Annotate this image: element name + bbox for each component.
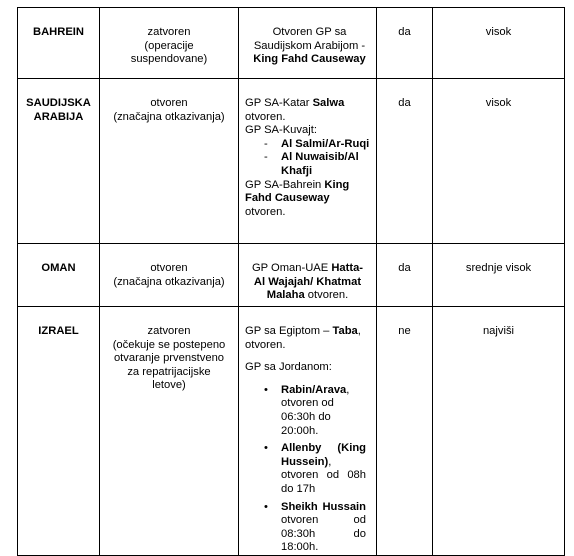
table-row: [18, 307, 565, 556]
status-cell: [100, 244, 239, 307]
list-item: • Allenby (King Hussein), otvoren od 08h do 17h: [264, 442, 366, 495]
crossings-cell: [239, 79, 377, 244]
risk-value: visok: [485, 26, 512, 38]
crossings-cell: [239, 8, 377, 79]
country-cell: [18, 8, 100, 79]
table-row: [18, 8, 565, 79]
crossing-line: [245, 179, 370, 206]
crossing-name: Taba: [332, 325, 358, 337]
crossing-desc: Otvoren GP sa Saudijskom Arabijom -: [253, 26, 366, 52]
crossing-line: [245, 325, 370, 339]
status-line: (značajna otkazivanja): [113, 275, 225, 288]
country-name-line: ARABIJA: [33, 110, 84, 123]
crossing-line: otvoren.: [245, 338, 286, 351]
crossing-text: [239, 325, 376, 555]
country-name: OMAN: [41, 262, 76, 274]
country-name: BAHREIN: [33, 26, 84, 38]
status-line: (operacije: [144, 39, 194, 52]
country-cell: [18, 244, 100, 307]
status-line: zatvoren: [147, 325, 191, 337]
table-row: [18, 244, 565, 307]
risk-value: najviši: [482, 325, 515, 337]
crossing-suffix: otvoren.: [304, 289, 349, 302]
crossing-name: King Fahd Causeway: [245, 178, 350, 205]
crossing-hours: , otvoren od 08h do 17h: [281, 455, 366, 495]
crossing-hours: , otvoren od 06:30h do 20:00h.: [281, 383, 350, 437]
crossing-name: Hatta-Al Wajajah/ Khatmat Malaha: [253, 262, 364, 302]
status-line: za repatrijacijske: [127, 365, 211, 378]
risk-cell: [433, 307, 565, 556]
status-cell: [100, 79, 239, 244]
flights-value: ne: [398, 325, 411, 337]
crossing-list: [245, 384, 370, 555]
status-line: otvoren: [150, 262, 188, 274]
list-item: - Al Nuwaisib/Al Khafji: [264, 151, 359, 177]
crossing-prefix: GP SA-Bahrein: [245, 178, 325, 191]
crossings-cell: [239, 244, 377, 307]
country-cell: [18, 79, 100, 244]
flights-cell: [377, 79, 433, 244]
table-row: [18, 79, 565, 244]
crossing-line: [245, 97, 370, 111]
status-line: (značajna otkazivanja): [113, 110, 225, 123]
country-name: IZRAEL: [38, 325, 79, 337]
status-line: zatvoren: [147, 26, 191, 38]
crossing-suffix: ,: [357, 325, 361, 337]
crossing-name: King Fahd Causeway: [253, 53, 366, 66]
flights-value: da: [398, 262, 411, 274]
status-line: (očekuje se postepeno: [112, 338, 226, 351]
status-line: letove): [152, 379, 186, 392]
flights-value: da: [398, 26, 411, 38]
risk-cell: [433, 79, 565, 244]
flights-cell: [377, 8, 433, 79]
crossing-hours: otvoren od 08:30h do 18:00h.: [281, 514, 366, 554]
crossings-cell: [239, 307, 377, 556]
risk-value: srednje visok: [465, 262, 532, 274]
status-line: suspendovane): [130, 53, 208, 66]
crossing-line: GP SA-Kuvajt:: [245, 124, 317, 137]
crossing-name: Sheikh Hussain: [281, 500, 366, 513]
list-item: • Sheikh Hussain otvoren od 08:30h do 18:00h.: [264, 500, 366, 554]
crossing-name: Allenby (King Hussein): [281, 442, 366, 468]
flights-cell: [377, 244, 433, 307]
crossing-name: Rabin/Arava: [281, 383, 347, 396]
flights-value: da: [398, 97, 411, 109]
crossing-name: Al Salmi/Ar-Ruqi: [281, 137, 370, 150]
status-line: otvoren: [150, 97, 188, 109]
flights-cell: [377, 307, 433, 556]
crossing-text: [239, 26, 376, 67]
risk-cell: [433, 8, 565, 79]
crossing-prefix: GP SA-Katar: [245, 97, 313, 109]
list-item: • Rabin/Arava, otvoren od 06:30h do 20:00h.: [264, 383, 350, 437]
risk-cell: [433, 244, 565, 307]
crossing-name: Al Nuwaisib/Al Khafji: [281, 151, 359, 177]
crossing-prefix: GP Oman-UAE: [251, 262, 332, 274]
crossing-prefix: GP sa Egiptom –: [245, 325, 333, 337]
crossing-text: [239, 97, 376, 219]
status-line: otvaranje prvenstveno: [113, 352, 225, 365]
border-crossings-table: [17, 7, 565, 556]
crossing-line: GP sa Jordanom:: [245, 361, 332, 374]
crossing-line: otvoren.: [245, 110, 286, 123]
crossing-text: [239, 262, 376, 303]
country-name-line: SAUDIJSKA: [26, 97, 91, 109]
crossing-line: otvoren.: [245, 205, 286, 218]
crossing-name: Salwa: [312, 97, 345, 109]
status-cell: [100, 307, 239, 556]
country-cell: [18, 307, 100, 556]
list-item: - Al Salmi/Ar-Ruqi: [264, 137, 370, 150]
risk-value: visok: [485, 97, 512, 109]
status-cell: [100, 8, 239, 79]
crossing-list: [245, 138, 370, 179]
